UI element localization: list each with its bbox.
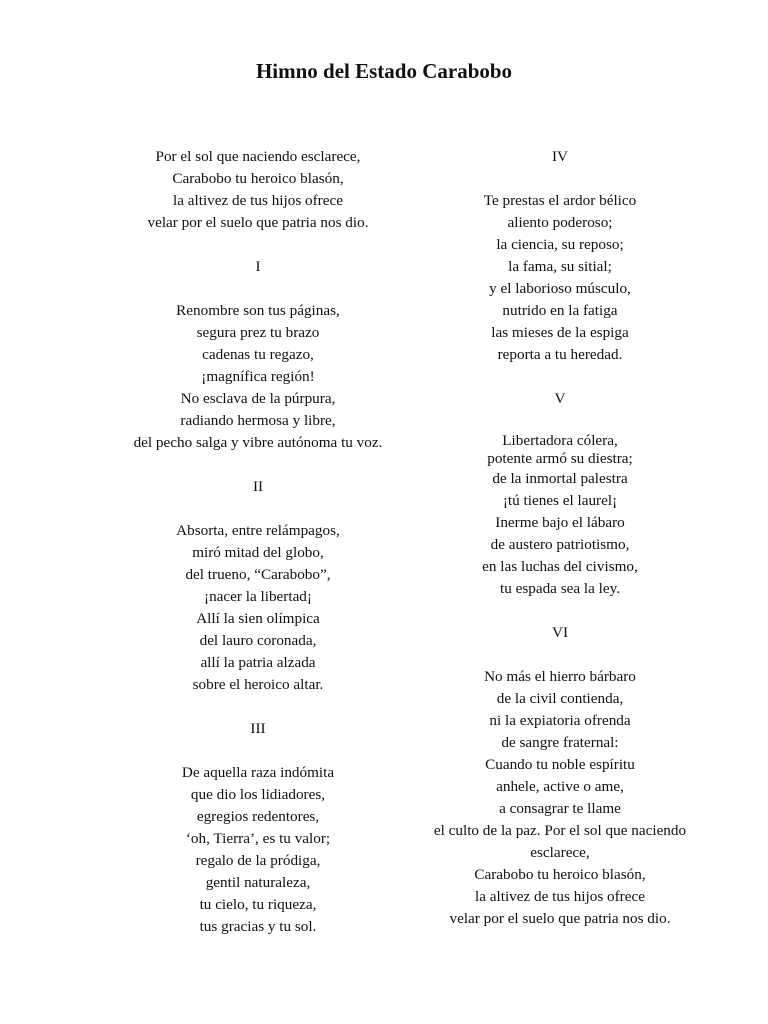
verse-line: tu espada sea la ley. xyxy=(499,580,621,597)
verse-line: la ciencia, su reposo; xyxy=(496,236,624,253)
verse-line: la fama, su sitial; xyxy=(508,258,612,275)
stanza-iv xyxy=(412,190,708,366)
stanza-numeral-iii: III xyxy=(250,720,266,737)
stanza-v-opening xyxy=(412,432,708,468)
coro-stanza xyxy=(120,146,396,234)
verse-line: Renombre son tus páginas, xyxy=(176,302,340,319)
verse-line: cadenas tu regazo, xyxy=(202,346,314,363)
verse-line: De aquella raza indómita xyxy=(181,764,335,781)
stanza-numeral-i: I xyxy=(255,258,261,275)
verse-line: velar por el suelo que patria nos dio. xyxy=(449,910,671,927)
verse-line: de sangre fraternal: xyxy=(501,734,619,751)
verse-line: las mieses de la espiga xyxy=(491,324,629,341)
verse-line: nutrido en la fatiga xyxy=(502,302,618,319)
verse-line: regalo de la pródiga, xyxy=(195,852,321,869)
verse-line: de austero patriotismo, xyxy=(490,536,630,553)
verse-line: Cuando tu noble espíritu xyxy=(485,756,635,773)
stanza-vi xyxy=(412,666,708,930)
stanza-ii xyxy=(120,520,396,696)
verse-line: aliento poderoso; xyxy=(507,214,613,231)
verse-line: esclarece, xyxy=(530,844,590,861)
verse-line: miró mitad del globo, xyxy=(192,544,324,561)
verse-line: de la civil contienda, xyxy=(496,690,624,707)
verse-line: Allí la sien olímpica xyxy=(196,610,320,627)
verse-line: segura prez tu brazo xyxy=(196,324,320,341)
verse-line: radiando hermosa y libre, xyxy=(180,412,336,429)
verse-line: el culto de la paz. Por el sol que naciendo xyxy=(433,822,687,839)
verse-line: potente armó su diestra; xyxy=(487,450,633,467)
verse-line: Carabobo tu heroico blasón, xyxy=(172,170,344,187)
verse-line: que dio los lidiadores, xyxy=(190,786,326,803)
verse-line: egregios redentores, xyxy=(196,808,320,825)
verse-line: tus gracias y tu sol. xyxy=(199,918,317,935)
verse-line: Inerme bajo el lábaro xyxy=(495,514,625,531)
verse-line: tu cielo, tu riqueza, xyxy=(199,896,317,913)
stanza-v xyxy=(412,468,708,600)
verse-line: del pecho salga y vibre autónoma tu voz. xyxy=(133,434,383,451)
verse-line: en las luchas del civismo, xyxy=(482,558,638,575)
stanza-i xyxy=(120,300,396,454)
verse-line: allí la patria alzada xyxy=(200,654,316,671)
stanza-iii xyxy=(120,762,396,938)
stanza-numeral-ii: II xyxy=(252,478,264,495)
verse-line: Carabobo tu heroico blasón, xyxy=(474,866,646,883)
verse-line: ni la expiatoria ofrenda xyxy=(489,712,631,729)
verse-line: y el laborioso músculo, xyxy=(489,280,631,297)
verse-line: reporta a tu heredad. xyxy=(497,346,623,363)
verse-line: Libertadora cólera, xyxy=(502,432,618,449)
verse-line: ¡nacer la libertad¡ xyxy=(204,588,312,605)
verse-line: la altivez de tus hijos ofrece xyxy=(173,192,343,209)
stanza-numeral-iv: IV xyxy=(551,148,569,165)
verse-line: No esclava de la púrpura, xyxy=(180,390,336,407)
page-title: Himno del Estado Carabobo xyxy=(255,59,513,83)
verse-line: sobre el heroico altar. xyxy=(192,676,324,693)
verse-line: ‘oh, Tierra’, es tu valor; xyxy=(185,830,331,847)
verse-line: ¡tú tienes el laurel¡ xyxy=(502,492,618,509)
verse-line: Absorta, entre relámpagos, xyxy=(176,522,340,539)
verse-line: No más el hierro bárbaro xyxy=(484,668,636,685)
verse-line: del trueno, “Carabobo”, xyxy=(185,566,331,583)
verse-line: velar por el suelo que patria nos dio. xyxy=(147,214,369,231)
verse-line: de la inmortal palestra xyxy=(492,470,628,487)
right-column xyxy=(412,146,708,930)
verse-line: anhele, active o ame, xyxy=(496,778,624,795)
stanza-numeral-vi: VI xyxy=(551,624,569,641)
left-column xyxy=(120,146,396,938)
verse-line: Te prestas el ardor bélico xyxy=(483,192,637,209)
verse-line: gentil naturaleza, xyxy=(205,874,311,891)
verse-line: a consagrar te llame xyxy=(499,800,621,817)
verse-line: ¡magnífica región! xyxy=(201,368,315,385)
verse-line: Por el sol que naciendo esclarece, xyxy=(155,148,361,165)
verse-line: la altivez de tus hijos ofrece xyxy=(475,888,645,905)
verse-line: del lauro coronada, xyxy=(199,632,317,649)
stanza-numeral-v: V xyxy=(554,390,566,407)
